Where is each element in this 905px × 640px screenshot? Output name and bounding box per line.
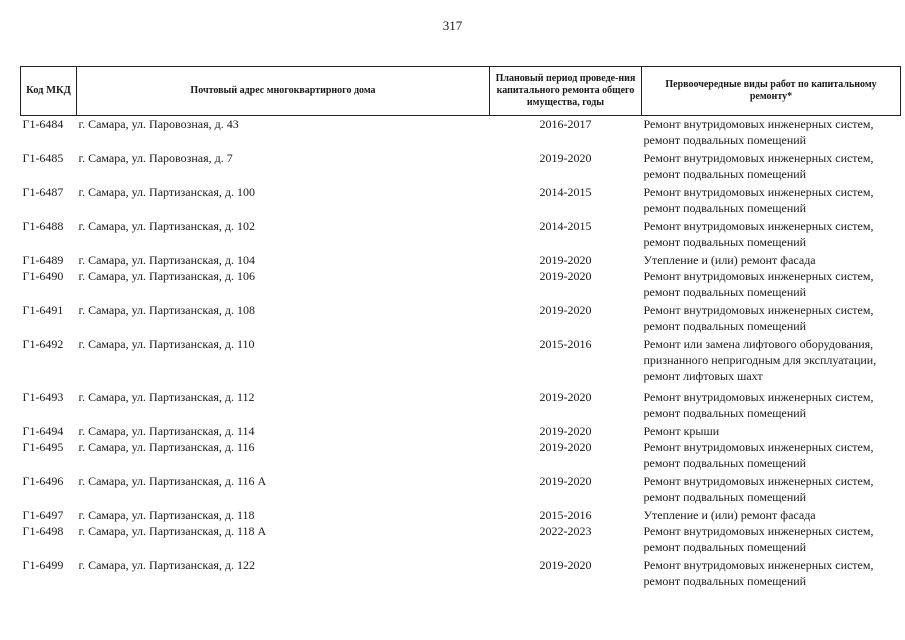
table-header-row bbox=[21, 67, 901, 116]
cell-code: Г1-6492 bbox=[22, 337, 64, 351]
cell-address: г. Самара, ул. Партизанская, д. 102 bbox=[78, 219, 255, 233]
cell-code: Г1-6488 bbox=[22, 219, 64, 233]
table-row bbox=[21, 218, 901, 252]
table-row bbox=[21, 557, 901, 589]
cell-works: Ремонт внутридомовых инженерных систем, ремонт подвальных помещений bbox=[643, 219, 874, 249]
cell-address: г. Самара, ул. Партизанская, д. 100 bbox=[78, 185, 255, 199]
cell-address: г. Самара, ул. Партизанская, д. 116 bbox=[78, 440, 255, 454]
table-row bbox=[21, 302, 901, 336]
cell-code: Г1-6484 bbox=[22, 117, 64, 131]
header-address: Почтовый адрес многоквартирного дома bbox=[77, 67, 490, 116]
header-period: Плановый период проведе-ния капитального ремонта общего имущества, годы bbox=[490, 67, 642, 116]
cell-works: Ремонт или замена лифтового оборудования, признанного непригодным для эксплуатации, ремонт лифтовых шахт bbox=[643, 337, 877, 383]
cell-address: г. Самара, ул. Партизанская, д. 122 bbox=[78, 558, 255, 572]
cell-period: 2016-2017 bbox=[539, 117, 592, 131]
cell-period: 2019-2020 bbox=[539, 440, 592, 454]
table-row bbox=[21, 268, 901, 302]
cell-period: 2022-2023 bbox=[539, 524, 592, 538]
cell-code: Г1-6491 bbox=[22, 303, 64, 317]
cell-code: Г1-6499 bbox=[22, 558, 64, 572]
cell-period: 2015-2016 bbox=[539, 337, 592, 351]
table-row bbox=[21, 389, 901, 423]
table-row bbox=[21, 336, 901, 389]
cell-works: Ремонт внутридомовых инженерных систем, ремонт подвальных помещений bbox=[643, 185, 874, 215]
cell-works: Утепление и (или) ремонт фасада bbox=[643, 253, 816, 267]
cell-period: 2019-2020 bbox=[539, 303, 592, 317]
cell-period: 2019-2020 bbox=[539, 269, 592, 283]
cell-works: Ремонт внутридомовых инженерных систем, ремонт подвальных помещений bbox=[643, 269, 874, 299]
cell-address: г. Самара, ул. Партизанская, д. 118 bbox=[78, 508, 255, 522]
cell-works: Ремонт внутридомовых инженерных систем, ремонт подвальных помещений bbox=[643, 558, 874, 588]
cell-address: г. Самара, ул. Паровозная, д. 43 bbox=[78, 117, 239, 131]
cell-address: г. Самара, ул. Партизанская, д. 110 bbox=[78, 337, 255, 351]
cell-works: Ремонт внутридомовых инженерных систем, ремонт подвальных помещений bbox=[643, 303, 874, 333]
table-row bbox=[21, 423, 901, 439]
cell-code: Г1-6490 bbox=[22, 269, 64, 283]
cell-works: Ремонт внутридомовых инженерных систем, ремонт подвальных помещений bbox=[643, 474, 874, 504]
cell-period: 2019-2020 bbox=[539, 390, 592, 404]
table-row bbox=[21, 116, 901, 151]
table-row bbox=[21, 252, 901, 268]
cell-address: г. Самара, ул. Партизанская, д. 112 bbox=[78, 390, 255, 404]
repair-registry-table bbox=[20, 66, 901, 589]
table-row bbox=[21, 473, 901, 507]
cell-address: г. Самара, ул. Паровозная, д. 7 bbox=[78, 151, 233, 165]
cell-code: Г1-6498 bbox=[22, 524, 64, 538]
cell-address: г. Самара, ул. Партизанская, д. 116 А bbox=[78, 474, 267, 488]
cell-code: Г1-6496 bbox=[22, 474, 64, 488]
table-row bbox=[21, 507, 901, 523]
cell-works: Ремонт крыши bbox=[643, 424, 720, 438]
table-row bbox=[21, 523, 901, 557]
cell-works: Ремонт внутридомовых инженерных систем, ремонт подвальных помещений bbox=[643, 524, 874, 554]
cell-address: г. Самара, ул. Партизанская, д. 114 bbox=[78, 424, 255, 438]
cell-works: Ремонт внутридомовых инженерных систем, ремонт подвальных помещений bbox=[643, 440, 874, 470]
cell-code: Г1-6487 bbox=[22, 185, 64, 199]
cell-code: Г1-6489 bbox=[22, 253, 64, 267]
cell-code: Г1-6485 bbox=[22, 151, 64, 165]
cell-code: Г1-6495 bbox=[22, 440, 64, 454]
cell-period: 2019-2020 bbox=[539, 253, 592, 267]
cell-works: Ремонт внутридомовых инженерных систем, ремонт подвальных помещений bbox=[643, 390, 874, 420]
cell-works: Утепление и (или) ремонт фасада bbox=[643, 508, 816, 522]
cell-address: г. Самара, ул. Партизанская, д. 106 bbox=[78, 269, 255, 283]
cell-period: 2019-2020 bbox=[539, 474, 592, 488]
table-row bbox=[21, 150, 901, 184]
cell-period: 2014-2015 bbox=[539, 185, 592, 199]
table-row bbox=[21, 439, 901, 473]
cell-code: Г1-6494 bbox=[22, 424, 64, 438]
cell-period: 2015-2016 bbox=[539, 508, 592, 522]
table-row bbox=[21, 184, 901, 218]
cell-address: г. Самара, ул. Партизанская, д. 108 bbox=[78, 303, 255, 317]
cell-code: Г1-6497 bbox=[22, 508, 64, 522]
cell-period: 2019-2020 bbox=[539, 424, 592, 438]
header-code: Код МКД bbox=[21, 67, 77, 116]
cell-period: 2014-2015 bbox=[539, 219, 592, 233]
page-number: 317 bbox=[442, 18, 463, 33]
cell-address: г. Самара, ул. Партизанская, д. 104 bbox=[78, 253, 255, 267]
cell-code: Г1-6493 bbox=[22, 390, 64, 404]
header-works: Первоочередные виды работ по капитальному ремонту* bbox=[642, 67, 901, 116]
cell-works: Ремонт внутридомовых инженерных систем, ремонт подвальных помещений bbox=[643, 117, 874, 147]
cell-period: 2019-2020 bbox=[539, 151, 592, 165]
cell-works: Ремонт внутридомовых инженерных систем, ремонт подвальных помещений bbox=[643, 151, 874, 181]
cell-address: г. Самара, ул. Партизанская, д. 118 А bbox=[78, 524, 267, 538]
cell-period: 2019-2020 bbox=[539, 558, 592, 572]
